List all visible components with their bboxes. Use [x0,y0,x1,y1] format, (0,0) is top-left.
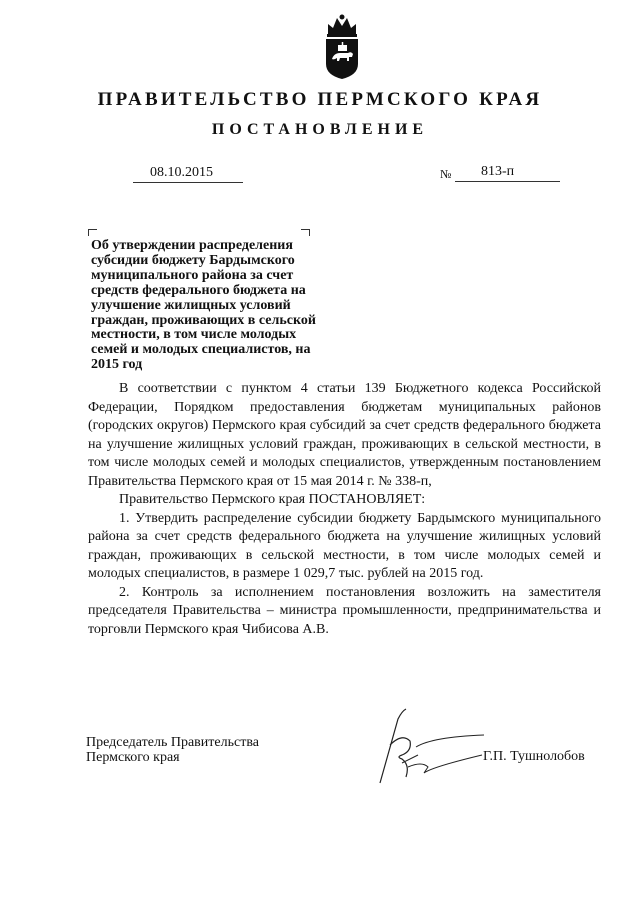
signatory-title-line-1: Председатель Правительства [86,735,259,750]
signatory-name: Г.П. Тушнолобов [483,749,585,764]
coat-of-arms-icon [322,12,362,80]
signatory-title-line-2: Пермского края [86,750,180,765]
document-type: ПОСТАНОВЛЕНИЕ [211,121,429,138]
body-paragraph-item-1: 1. Утвердить распределение субсидии бюджету Бардымского муниципального района за счет средств федерального бюджета на улучшение жилищных условий граждан, проживающих в сельской местности, в том числе молодых семей и молодых специалистов, в размере 1 029,7 тыс. рублей на 2015 год. [88,510,601,581]
body-paragraph-preamble: В соответствии с пунктом 4 статьи 139 Бюджетного кодекса Российской Федерации, Порядком предоставления бюджетам муниципальных районов (городских округов) Пермского края субсидий за счет средств федерального бюджета на улучшение жилищных условий граждан, проживающих в сельской местности, в том числе молодых семей и молодых специалистов, утвержденным постановлением Правительства Пермского края от 15 мая 2014 г. № 338-п, [88,381,601,489]
subject-corner-left [88,229,97,236]
document-date: 08.10.2015 [150,165,213,180]
body-paragraph-resolution: Правительство Пермского края ПОСТАНОВЛЯЕТ: [119,492,426,507]
body-paragraph-item-2: 2. Контроль за исполнением постановления возложить на заместителя председателя Правительства – министра промышленности, предпринимательства и торговли Пермского края Чибисова А.В. [88,584,601,637]
number-sign: № [440,167,452,181]
number-underline [455,181,560,182]
handwritten-signature-icon [372,697,492,787]
signatory-title [86,735,259,765]
subject-corner-right [301,229,310,236]
document-body [88,380,601,639]
document-subject: Об утверждении распределения субсидии бюджету Бардымского муниципального района за счет средств федерального бюджета на улучшение жилищных условий граждан, проживающих в сельской местности, в том числе молодых семей и молодых специалистов, на 2015 год [91,238,316,373]
government-title: ПРАВИТЕЛЬСТВО ПЕРМСКОГО КРАЯ [97,89,543,110]
document-number: 813-п [481,164,515,179]
date-underline [133,182,243,183]
